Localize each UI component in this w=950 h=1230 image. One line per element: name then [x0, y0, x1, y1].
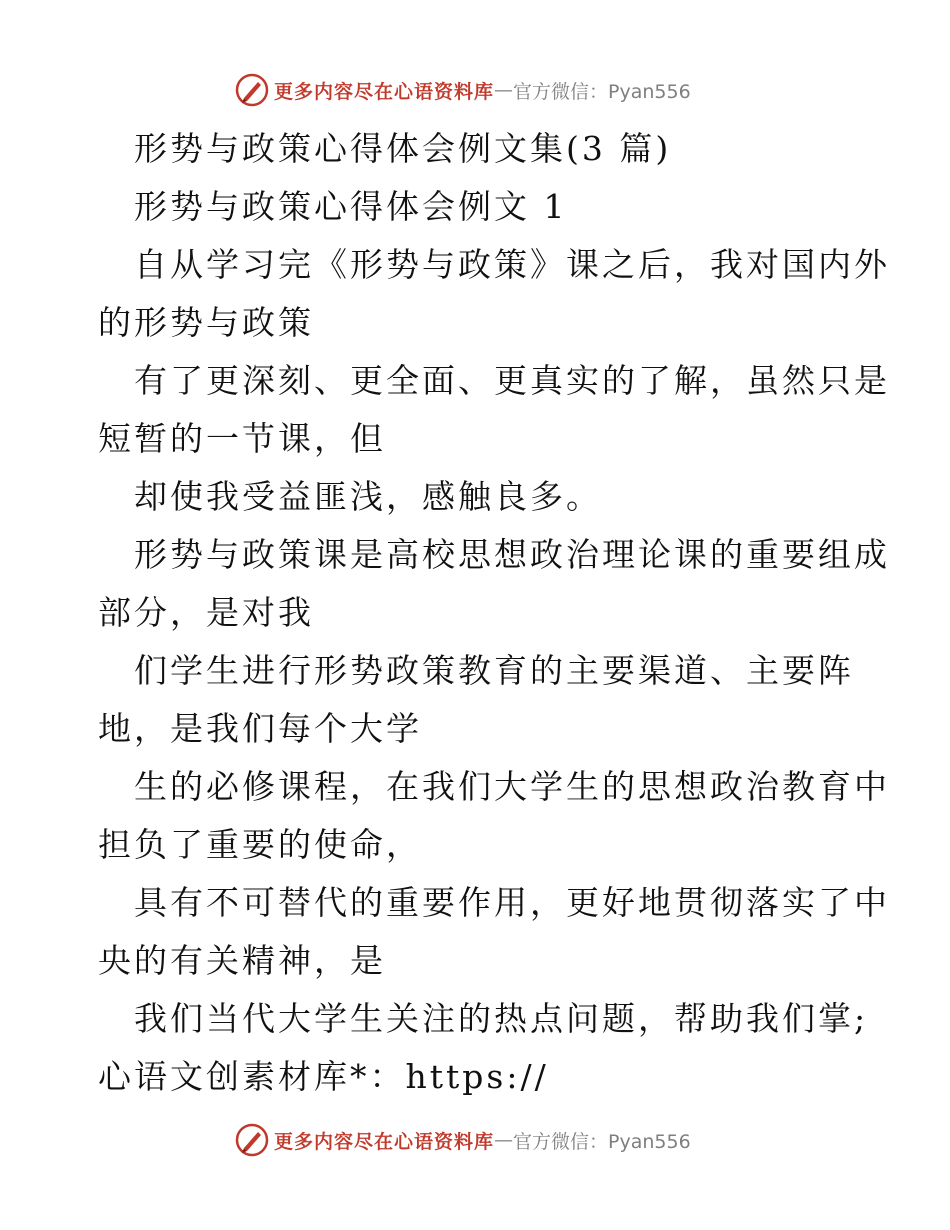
document-line: 自从学习完《形势与政策》课之后，我对国内外	[134, 245, 890, 284]
pen-logo-icon	[234, 1122, 270, 1158]
watermark-red-text: 更多内容尽在心语资料库	[274, 1130, 495, 1153]
document-line: 形势与政策心得体会例文 1	[134, 187, 568, 226]
document-line: 却使我受益匪浅，感触良多。	[134, 477, 602, 516]
document-line: 形势与政策课是高校思想政治理论课的重要组成	[134, 535, 890, 574]
watermark-dash: —	[494, 79, 514, 101]
watermark-red-text: 更多内容尽在心语资料库	[274, 80, 495, 103]
document-body	[98, 120, 890, 1106]
header-watermark	[234, 72, 714, 108]
document-line: 有了更深刻、更全面、更真实的了解，虽然只是	[134, 361, 890, 400]
document-line: 我们当代大学生关注的热点问题，帮助我们掌;	[134, 999, 869, 1038]
document-line: 短暂的一节课，但	[98, 419, 386, 458]
watermark-grey-text: 官方微信：Pyan556	[513, 1130, 691, 1153]
document-line: 心语文创素材库*：https://	[98, 1057, 549, 1096]
document-line: 生的必修课程，在我们大学生的思想政治教育中	[134, 767, 890, 806]
watermark-grey-text: 官方微信：Pyan556	[513, 80, 691, 103]
document-line: 具有不可替代的重要作用，更好地贯彻落实了中	[134, 883, 890, 922]
watermark-dash: —	[494, 1129, 514, 1151]
document-line: 地，是我们每个大学	[98, 709, 422, 748]
document-line: 的形势与政策	[98, 303, 314, 342]
document-line: 部分，是对我	[98, 593, 314, 632]
document-line: 们学生进行形势政策教育的主要渠道、主要阵	[134, 651, 854, 690]
footer-watermark	[234, 1122, 714, 1158]
document-line: 形势与政策心得体会例文集(3 篇)	[134, 129, 672, 168]
document-line: 央的有关精神，是	[98, 941, 386, 980]
document-line: 担负了重要的使命，	[98, 825, 422, 864]
pen-logo-icon	[234, 72, 270, 108]
